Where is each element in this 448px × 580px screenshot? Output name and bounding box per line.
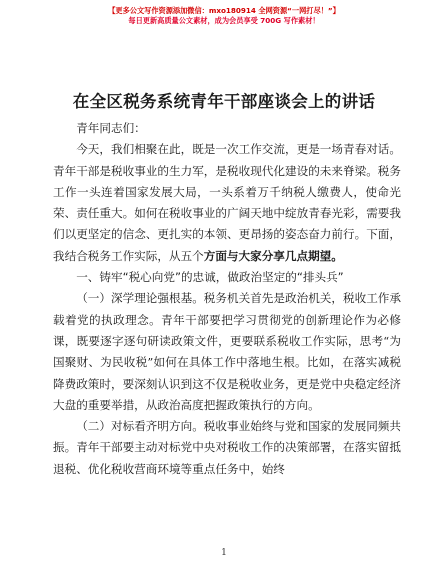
paragraph-1-1: （一）深学理论强根基。税务机关首先是政治机关，税收工作承载着党的执政理念。青年干部要把学习贯彻党的创新理论作为必修课，既要逐字逐句研读政策文件，更要联系税收工作实际，思考“为国聚财、为民收税”如何在具体工作中落地生根。比如，在落实减税降费政策时，要深刻认识到这不仅是税收业务，更是党中央稳定经济大盘的重要举措，从政治高度把握政策执行的方向。 xyxy=(53,291,401,412)
salutation: 青年同志们： xyxy=(76,121,146,135)
promo-line-1: 【更多公文写作资源添加微信：mxo180914 全网资源“一网打尽！”】 xyxy=(108,6,340,15)
page-number: 1 xyxy=(221,548,227,558)
promo-banner xyxy=(0,6,448,26)
paragraph-1-2: （二）对标看齐明方向。税收事业始终与党和国家的发展同频共振。青年干部要主动对标党中央对税收工作的决策部署，在落实留抵退税、优化税收营商环境等重点任务中，始终 xyxy=(53,419,401,476)
promo-line-2: 每日更新高质量公文素材，成为会员享受 700G 写作素材！ xyxy=(128,16,320,25)
paragraph-intro-bold: 方面与大家分享几点期望。 xyxy=(203,248,343,263)
paragraph-intro-text: 今天，我们相聚在此，既是一次工作交流，更是一场青春对话。青年干部是税收事业的生力军，是税收现代化建设的未来脊梁。税务工作一头连着国家发展大局，一头系着万千纳税人缴费人，使命光荣、责任重大。如何在税收事业的广阔天地中绽放青春光彩，需要我们以更坚定的信念、更扎实的本领、更昂扬的姿态奋力前行。下面，我结合税务工作实际，从五个 xyxy=(53,142,401,263)
document-body xyxy=(53,118,401,480)
paragraph-intro xyxy=(53,139,401,267)
document-title: 在全区税务系统青年干部座谈会上的讲话 xyxy=(72,92,376,111)
section-heading-1: 一、铸牢“税心向党”的忠诚，做政治坚定的“排头兵” xyxy=(76,270,344,285)
